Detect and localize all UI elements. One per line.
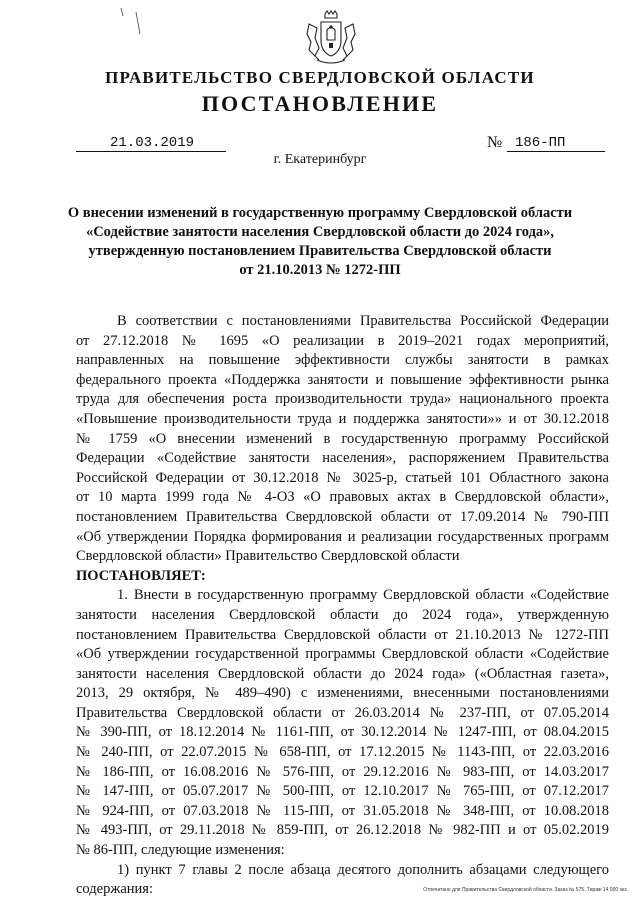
body-line: труда для обеспечения роста производительности труда» национального проекта bbox=[76, 391, 609, 408]
coat-of-arms-emblem bbox=[303, 10, 359, 66]
body-line: № 240-ПП, от 22.07.2015 № 658-ПП, от 17.12.2015 № 1143-ПП, от 22.03.2016 bbox=[76, 744, 609, 761]
body-line: постановлением Правительства Свердловской области от 17.09.2014 № 790-ПП bbox=[76, 508, 609, 525]
decree-number: 186-ПП bbox=[507, 135, 605, 152]
body-line: постановлением Правительства Свердловской области от 21.10.2013 № 1272-ПП bbox=[76, 626, 609, 643]
body-line: направленных на повышение эффективности службы занятости в рамках bbox=[76, 352, 609, 369]
body-line: № 186-ПП, от 16.08.2016 № 576-ПП, от 29.12.2016 № 983-ПП, от 14.03.2017 bbox=[76, 763, 609, 780]
title-line: утвержденную постановлением Правительства Свердловской области bbox=[88, 243, 552, 259]
body-line: В соответствии с постановлениями Правительства Российской Федерации bbox=[117, 313, 609, 329]
body-line: федерального проекта «Поддержка занятости и повышение эффективности рынка bbox=[76, 371, 609, 388]
document-type: ПОСТАНОВЛЕНИЕ bbox=[201, 91, 439, 116]
body-line: 2013, 29 октября, № 489–490) с изменениями, внесенными постановлениями bbox=[76, 685, 609, 702]
body-line: № 86-ПП, следующие изменения: bbox=[76, 842, 285, 859]
body-line: занятости населения Свердловской области до 2024 года» («Областная газета», bbox=[76, 665, 609, 682]
scan-artifact-mark bbox=[118, 6, 148, 36]
title-line: О внесении изменений в государственную программу Свердловской области bbox=[67, 205, 573, 221]
body-line: Российской Федерации от 30.12.2018 № 3025-р, статьей 101 Областного закона bbox=[76, 469, 609, 486]
body-line: 1) пункт 7 главы 2 после абзаца десятого дополнить абзацами следующего bbox=[117, 861, 609, 878]
body-line: № 147-ПП, от 05.07.2017 № 500-ПП, от 12.10.2017 № 765-ПП, от 07.12.2017 bbox=[76, 783, 609, 800]
body-line: «Повышение производительности труда и поддержка занятости»» и от 30.12.2018 bbox=[76, 410, 609, 427]
body-line: № 1759 «О внесении изменений в государственную программу Российской bbox=[76, 430, 609, 447]
body-line: Свердловской области» Правительство Свердловской области bbox=[76, 548, 460, 565]
print-footer-note: Отпечатано для Правительства Свердловской области. Заказ № 575. Тираж 14 000 экз. bbox=[423, 887, 628, 893]
decree-title bbox=[60, 204, 580, 280]
number-sign: № bbox=[487, 134, 503, 151]
body-line: № 493-ПП, от 29.11.2018 № 859-ПП, от 26.12.2018 № 982-ПП и от 05.02.2019 bbox=[76, 822, 609, 839]
body-line: Правительства Свердловской области от 26.03.2014 № 237-ПП, от 07.05.2014 bbox=[76, 704, 609, 721]
title-line: от 21.10.2013 № 1272-ПП bbox=[239, 262, 401, 278]
body-line: от 10 марта 1999 года № 4-ОЗ «О правовых актах в Свердловской области», bbox=[76, 489, 609, 506]
body-line: содержания: bbox=[76, 881, 154, 898]
body-line: от 27.12.2018 № 1695 «О реализации в 2019–2021 годах мероприятий, bbox=[76, 332, 609, 349]
city-name: г. Екатеринбург bbox=[273, 152, 367, 167]
decree-date: 21.03.2019 bbox=[76, 135, 226, 152]
body-line: «Об утверждении государственной программы Свердловской области «Содействие bbox=[76, 646, 609, 663]
body-line: занятости населения Свердловской области до 2024 года», утвержденную bbox=[76, 606, 609, 623]
body-line: № 390-ПП, от 18.12.2014 № 1161-ПП, от 30.12.2014 № 1247-ПП, от 08.04.2015 bbox=[76, 724, 609, 741]
body-line: № 924-ПП, от 07.03.2018 № 115-ПП, от 31.05.2018 № 348-ПП, от 10.08.2018 bbox=[76, 802, 609, 819]
resolves-heading: ПОСТАНОВЛЯЕТ: bbox=[76, 567, 206, 584]
body-line: Федерации «Содействие занятости населения», распоряжением Правительства bbox=[76, 450, 609, 467]
decree-body bbox=[76, 312, 609, 900]
title-line: «Содействие занятости населения Свердловской области до 2024 года», bbox=[85, 224, 555, 240]
body-line: 1. Внести в государственную программу Свердловской области «Содействие bbox=[117, 587, 609, 604]
body-line: «Об утверждении Порядка формирования и реализации государственных программ bbox=[76, 528, 609, 545]
government-name: ПРАВИТЕЛЬСТВО СВЕРДЛОВСКОЙ ОБЛАСТИ bbox=[105, 68, 535, 87]
